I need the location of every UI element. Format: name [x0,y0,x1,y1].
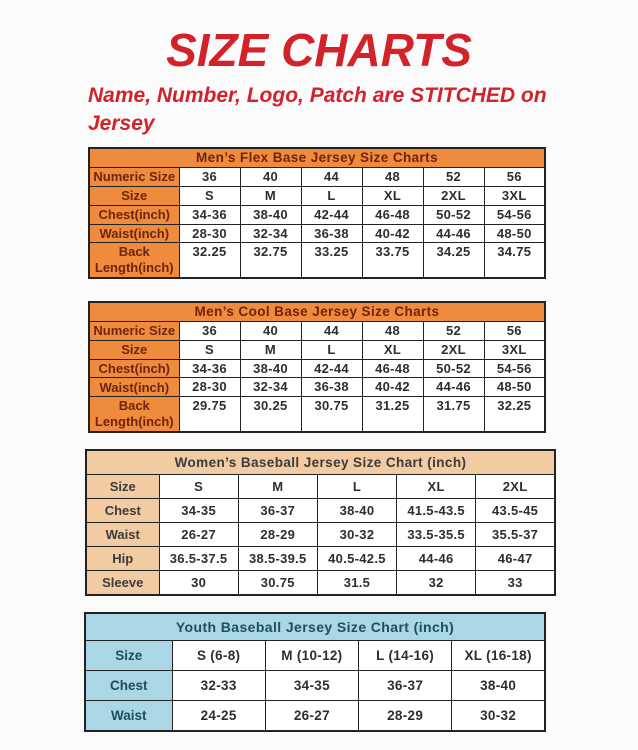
row-label: Waist(inch) [89,224,179,243]
size-cell: 33.5-35.5 [397,522,476,546]
size-cell: 38-40 [452,670,545,700]
table-row [86,546,555,570]
row-label: Chest [86,498,159,522]
size-cell: L [301,340,362,359]
size-cell: 52 [423,321,484,340]
size-cell: 24-25 [172,700,265,731]
size-cell: 3XL [484,186,545,205]
size-cell: 32-34 [240,224,301,243]
table-row [86,570,555,595]
row-label: Chest [85,670,172,700]
size-cell: 38-40 [240,205,301,224]
size-cell: 36-38 [301,224,362,243]
size-cell: 43.5-45 [476,498,555,522]
spacer [0,279,638,301]
table-row [85,640,545,670]
size-cell: 50-52 [423,205,484,224]
size-cell: 32 [397,570,476,595]
size-cell: 36-37 [359,670,452,700]
size-cell: L (14-16) [359,640,452,670]
size-cell: 33.25 [301,243,362,278]
row-label: Chest(inch) [89,359,179,378]
size-cell: 28-29 [359,700,452,731]
size-cell: 36 [179,167,240,186]
size-cell: 26-27 [265,700,358,731]
size-cell: 31.25 [362,397,423,432]
row-label: Size [89,186,179,205]
size-cell: 2XL [423,340,484,359]
size-cell: M [238,474,317,498]
table-row [86,522,555,546]
table-title-row [86,450,555,475]
size-cell: 41.5-43.5 [397,498,476,522]
size-cell: 40.5-42.5 [317,546,396,570]
size-cell: 48 [362,321,423,340]
size-cell: 2XL [423,186,484,205]
size-cell: S [179,186,240,205]
size-cell: 32.25 [179,243,240,278]
size-cell: 36.5-37.5 [159,546,238,570]
table-row [89,167,545,186]
row-label: Sleeve [86,570,159,595]
size-cell: L [317,474,396,498]
size-cell: 33 [476,570,555,595]
size-cell: 35.5-37 [476,522,555,546]
row-label: Size [85,640,172,670]
size-cell: 32-34 [240,378,301,397]
table-title-row [89,148,545,168]
row-label: Chest(inch) [89,205,179,224]
size-cell: 40 [240,167,301,186]
table-row [89,359,545,378]
size-cell: M [240,186,301,205]
size-cell: 52 [423,167,484,186]
size-cell: 2XL [476,474,555,498]
size-cell: 38-40 [317,498,396,522]
table-row [85,700,545,731]
size-cell: 38-40 [240,359,301,378]
size-cell: XL [397,474,476,498]
size-cell: 44-46 [423,224,484,243]
size-cell: M (10-12) [265,640,358,670]
womens-baseball-table [85,449,556,596]
size-cell: 30.75 [238,570,317,595]
size-cell: M [240,340,301,359]
table-row [85,670,545,700]
size-cell: 28-30 [179,378,240,397]
size-cell: 32-33 [172,670,265,700]
size-cell: 42-44 [301,205,362,224]
row-label: Back Length(inch) [89,397,179,432]
row-label: Waist [86,522,159,546]
table-title-row [85,613,545,641]
size-cell: 46-47 [476,546,555,570]
row-label: Numeric Size [89,167,179,186]
table-title-row [89,302,545,322]
size-cell: 30-32 [317,522,396,546]
size-cell: 44-46 [423,378,484,397]
youth-baseball-table [84,612,546,732]
row-label: Waist(inch) [89,378,179,397]
size-cell: 56 [484,321,545,340]
size-cell: 40 [240,321,301,340]
size-charts-page [0,26,638,750]
table-row [86,498,555,522]
page-title: SIZE CHARTS [166,24,472,76]
table-row [89,186,545,205]
size-cell: 38.5-39.5 [238,546,317,570]
table-title: Women’s Baseball Jersey Size Chart (inch) [86,450,555,475]
row-label: Size [86,474,159,498]
size-cell: 34.75 [484,243,545,278]
size-cell: 44-46 [397,546,476,570]
size-cell: L [301,186,362,205]
mens-cool-base-table [88,301,546,433]
size-cell: 29.75 [179,397,240,432]
table-row [89,340,545,359]
size-cell: 30 [159,570,238,595]
row-label: Waist [85,700,172,731]
size-cell: 28-29 [238,522,317,546]
size-cell: 30.25 [240,397,301,432]
table-title: Youth Baseball Jersey Size Chart (inch) [85,613,545,641]
size-cell: 46-48 [362,359,423,378]
row-label: Hip [86,546,159,570]
table-row [89,243,545,278]
size-cell: 34.25 [423,243,484,278]
size-cell: XL [362,340,423,359]
table-row [89,397,545,432]
table-row [89,378,545,397]
size-cell: 50-52 [423,359,484,378]
size-cell: 30-32 [452,700,545,731]
size-cell: 34-36 [179,205,240,224]
mens-flex-base-table [88,147,546,279]
size-cell: 48-50 [484,378,545,397]
size-cell: 40-42 [362,224,423,243]
table-row [86,474,555,498]
size-cell: 36-38 [301,378,362,397]
size-cell: 34-36 [179,359,240,378]
size-cell: 48 [362,167,423,186]
table-title: Men’s Flex Base Jersey Size Charts [89,148,545,168]
size-cell: 42-44 [301,359,362,378]
size-cell: 54-56 [484,205,545,224]
size-cell: 48-50 [484,224,545,243]
size-cell: 56 [484,167,545,186]
size-cell: 32.75 [240,243,301,278]
size-cell: 30.75 [301,397,362,432]
table-row [89,224,545,243]
table-title: Men’s Cool Base Jersey Size Charts [89,302,545,322]
table-row [89,205,545,224]
size-cell: 34-35 [159,498,238,522]
size-cell: 44 [301,321,362,340]
size-cell: 34-35 [265,670,358,700]
size-cell: XL (16-18) [452,640,545,670]
size-cell: 36-37 [238,498,317,522]
size-cell: 28-30 [179,224,240,243]
size-cell: S [159,474,238,498]
size-cell: S [179,340,240,359]
size-cell: 54-56 [484,359,545,378]
size-cell: 46-48 [362,205,423,224]
size-cell: 32.25 [484,397,545,432]
size-cell: 36 [179,321,240,340]
size-cell: 33.75 [362,243,423,278]
size-cell: 31.75 [423,397,484,432]
table-row [89,321,545,340]
size-cell: S (6-8) [172,640,265,670]
row-label: Size [89,340,179,359]
size-cell: 44 [301,167,362,186]
size-cell: 40-42 [362,378,423,397]
size-cell: 26-27 [159,522,238,546]
size-cell: 3XL [484,340,545,359]
page-subtitle: Name, Number, Logo, Patch are STITCHED on Jersey [88,84,547,136]
size-cell: XL [362,186,423,205]
size-cell: 31.5 [317,570,396,595]
row-label: Numeric Size [89,321,179,340]
row-label: Back Length(inch) [89,243,179,278]
